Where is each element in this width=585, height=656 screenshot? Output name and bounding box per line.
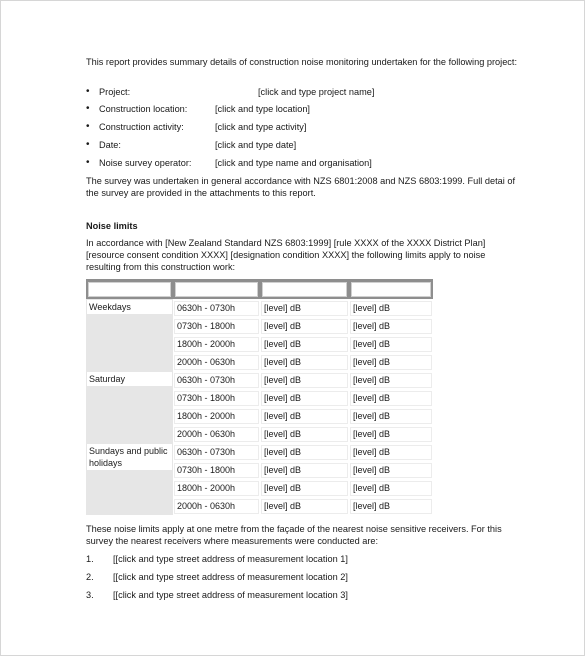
time-cell — [173, 497, 260, 515]
header-input[interactable] — [351, 282, 431, 297]
header-cell — [260, 279, 349, 299]
level-cell — [260, 497, 349, 515]
time-cell — [173, 389, 260, 407]
level-cell — [260, 443, 349, 461]
level-field[interactable]: [level] dB — [261, 499, 348, 514]
level-cell — [349, 425, 433, 443]
level-field[interactable]: [level] dB — [350, 427, 432, 442]
level-field[interactable]: [level] dB — [261, 481, 348, 496]
time-cell — [173, 443, 260, 461]
time-cell — [173, 371, 260, 389]
operator-field[interactable]: [click and type name and organisation] — [215, 158, 372, 168]
level-field[interactable]: [level] dB — [261, 445, 348, 460]
level-field[interactable]: [level] dB — [350, 445, 432, 460]
survey-note: The survey was undertaken in general accordance with NZS 6801:2008 and NZS 6803:1999. Full detai of the survey are provided in the attachments to this report. — [86, 176, 516, 198]
level-cell — [260, 407, 349, 425]
level-cell — [260, 371, 349, 389]
field-label: Construction location: — [99, 104, 188, 114]
table-row — [86, 371, 433, 389]
header-cell — [349, 279, 433, 299]
limits-note: These noise limits apply at one metre from the façade of the nearest noise sensitive receivers. For this survey the nearest receivers where measurements were conducted are: — [86, 524, 502, 546]
level-field[interactable]: [level] dB — [350, 319, 432, 334]
level-field[interactable]: [level] dB — [261, 355, 348, 370]
location-field[interactable]: [click and type location] — [215, 104, 310, 114]
level-field[interactable]: [level] dB — [261, 337, 348, 352]
time-range: 2000h - 0630h — [174, 427, 259, 442]
time-range: 0730h - 1800h — [174, 463, 259, 478]
level-cell — [349, 299, 433, 317]
level-field[interactable]: [level] dB — [261, 427, 348, 442]
level-field[interactable]: [level] dB — [350, 463, 432, 478]
level-cell — [260, 389, 349, 407]
level-cell — [349, 461, 433, 479]
time-cell — [173, 317, 260, 335]
level-cell — [349, 497, 433, 515]
time-cell — [173, 461, 260, 479]
header-input[interactable] — [88, 282, 171, 297]
time-range: 0730h - 1800h — [174, 319, 259, 334]
header-cell — [86, 279, 173, 299]
table-row — [86, 299, 433, 317]
level-field[interactable]: [level] dB — [350, 391, 432, 406]
day-group-cell — [86, 299, 173, 371]
level-cell — [349, 479, 433, 497]
field-label: Noise survey operator: — [99, 158, 192, 168]
level-field[interactable]: [level] dB — [261, 373, 348, 388]
time-range: 1800h - 2000h — [174, 337, 259, 352]
time-cell — [173, 479, 260, 497]
level-field[interactable]: [level] dB — [261, 463, 348, 478]
noise-limits-intro: In accordance with [New Zealand Standard NZS 6803:1999] [rule XXXX of the XXXX District Plan] [resource consent condition XXXX] [designation condition XXXX] the following limits apply to noise resulting from this construction work: — [86, 238, 486, 272]
header-input[interactable] — [175, 282, 258, 297]
time-cell — [173, 353, 260, 371]
level-cell — [260, 461, 349, 479]
level-cell — [349, 407, 433, 425]
location-address-field[interactable]: [[click and type street address of measurement location 2] — [113, 572, 348, 582]
level-field[interactable]: [level] dB — [350, 373, 432, 388]
list-number: 1. — [86, 554, 94, 564]
level-field[interactable]: [level] dB — [350, 337, 432, 352]
field-label: Construction activity: — [99, 122, 184, 132]
time-cell — [173, 335, 260, 353]
level-cell — [260, 299, 349, 317]
level-cell — [349, 371, 433, 389]
day-label: Saturday — [87, 372, 172, 386]
header-input[interactable] — [262, 282, 347, 297]
level-cell — [260, 425, 349, 443]
level-cell — [260, 353, 349, 371]
level-cell — [260, 335, 349, 353]
time-cell — [173, 299, 260, 317]
noise-limits-heading: Noise limits — [86, 221, 138, 231]
time-range: 1800h - 2000h — [174, 481, 259, 496]
field-label: Project: — [99, 87, 131, 97]
level-cell — [349, 353, 433, 371]
time-cell — [173, 407, 260, 425]
time-range: 2000h - 0630h — [174, 499, 259, 514]
time-range: 1800h - 2000h — [174, 409, 259, 424]
table-header-row — [86, 279, 433, 299]
level-cell — [349, 335, 433, 353]
time-range: 0630h - 0730h — [174, 445, 259, 460]
day-label: Weekdays — [87, 300, 172, 314]
date-field[interactable]: [click and type date] — [215, 140, 297, 150]
list-number: 3. — [86, 590, 94, 600]
time-cell — [173, 425, 260, 443]
level-field[interactable]: [level] dB — [261, 301, 348, 316]
intro-paragraph: This report provides summary details of construction noise monitoring undertaken for the following project: — [86, 57, 518, 67]
bullet-dot: • — [86, 139, 90, 150]
day-group-cell — [86, 443, 173, 515]
bullet-dot: • — [86, 103, 90, 114]
time-range: 0630h - 0730h — [174, 301, 259, 316]
level-field[interactable]: [level] dB — [350, 355, 432, 370]
day-group-cell — [86, 371, 173, 443]
level-field[interactable]: [level] dB — [350, 499, 432, 514]
noise-limits-table — [86, 279, 433, 515]
level-field[interactable]: [level] dB — [350, 301, 432, 316]
bullet-dot: • — [86, 121, 90, 132]
level-field[interactable]: [level] dB — [261, 391, 348, 406]
level-cell — [260, 479, 349, 497]
level-cell — [349, 317, 433, 335]
list-number: 2. — [86, 572, 94, 582]
time-range: 0730h - 1800h — [174, 391, 259, 406]
level-field[interactable]: [level] dB — [350, 481, 432, 496]
field-label: Date: — [99, 140, 121, 150]
location-address-field[interactable]: [[click and type street address of measurement location 3] — [113, 590, 348, 600]
location-address-field[interactable]: [[click and type street address of measurement location 1] — [113, 554, 348, 564]
level-field[interactable]: [level] dB — [350, 409, 432, 424]
level-cell — [260, 317, 349, 335]
day-label: Sundays and public holidays — [87, 444, 172, 470]
activity-field[interactable]: [click and type activity] — [215, 122, 307, 132]
time-range: 2000h - 0630h — [174, 355, 259, 370]
level-field[interactable]: [level] dB — [261, 409, 348, 424]
bullet-dot: • — [86, 86, 90, 97]
level-cell — [349, 443, 433, 461]
level-cell — [349, 389, 433, 407]
table-row — [86, 443, 433, 461]
bullet-dot: • — [86, 157, 90, 168]
level-field[interactable]: [level] dB — [261, 319, 348, 334]
time-range: 0630h - 0730h — [174, 373, 259, 388]
header-cell — [173, 279, 260, 299]
project-name-field[interactable]: [click and type project name] — [258, 87, 375, 97]
